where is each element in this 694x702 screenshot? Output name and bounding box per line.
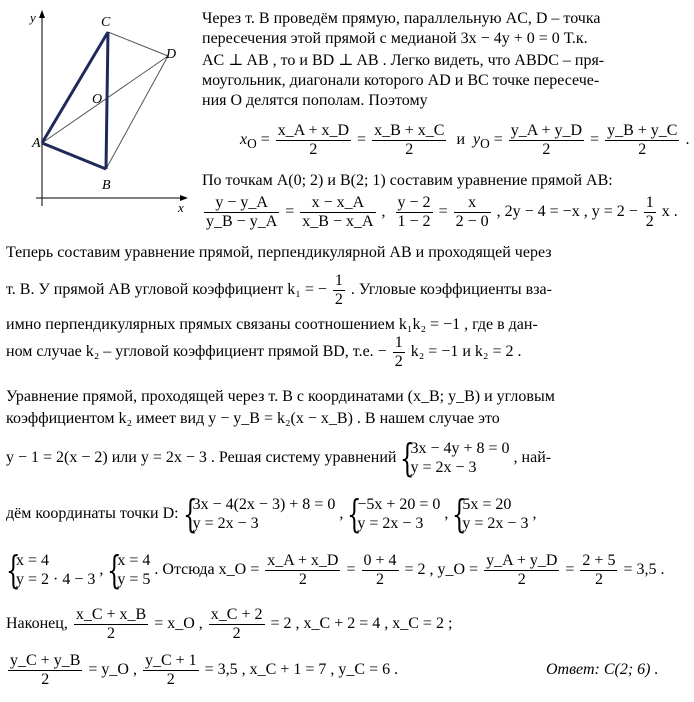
- segment-ab: [42, 143, 106, 169]
- segment-ac: [42, 32, 108, 143]
- eq1-frac3: $\frac{y\_A + y\_D}{2}$: [510, 121, 583, 158]
- eq2-frac5: $\frac{1}{2}$: [645, 193, 654, 230]
- para1-line3: AC ⊥ AB , то и BD ⊥ AB . Легко видеть, что ABDC – пря-: [202, 52, 605, 69]
- label-c: C: [101, 15, 111, 30]
- geometry-figure: [6, 6, 192, 212]
- eq1-sub: O: [247, 136, 257, 152]
- system-4: { 5x = 20 y = 2x − 3: [452, 492, 529, 537]
- eq2-frac4: $\frac{x}{2 - 0}$: [455, 193, 489, 230]
- eq2-frac3: $\frac{y - 2}{1 - 2}$: [397, 193, 431, 230]
- eq2-mid: , 2y − 4 = −x , y = 2 −: [496, 203, 638, 220]
- segment-bd: [106, 56, 168, 169]
- para4-line1: Наконец, $\frac{x\_C + x\_B}{2}$ = x_O , $\frac{x\_C + 2}{2}$ = 2 , x_C + 2 = 4 , x_C = 2 ;: [6, 605, 453, 642]
- para2-line1: По точкам A(0; 2) и B(2; 1) составим уравнение прямой AB:: [202, 172, 613, 189]
- para3-line2: т. B. У прямой AB угловой коэффициент k₁ = − $\frac{1}{2}$ . Угловые коэффициенты вза-: [6, 271, 552, 308]
- label-x: x: [178, 200, 184, 212]
- para3-line8: дём координаты точки D: { 3x − 4(2x − 3) + 8 = 0 y = 2x − 3 , { −5x + 20 = 0 y = 2x − 3 , { 5x = 20 y = 2x − 3 ,: [6, 492, 537, 537]
- para3-line9: { x = 4 y = 2 · 4 − 3 , { x = 4 y = 5 . Отсюда x_O = $\frac{x\_A + x\_D}{2}$ = $\frac{0 + 4}{2}$ = 2 , y_O = $\frac{y\_A + y\_D}{2}$ = $\frac{2 + 5}{2}$ = 3,5 .: [6, 548, 665, 593]
- para1-line4: моугольник, диагонали которого AD и BC точке пересече-: [202, 72, 600, 89]
- system-3: { −5x + 20 = 0 y = 2x − 3: [347, 492, 441, 537]
- segment-ad: [42, 56, 168, 143]
- para1-line5: ния O делятся пополам. Поэтому: [202, 92, 428, 109]
- y-axis-arrow: [39, 10, 45, 18]
- para3-line4: ном случае k₂ – угловой коэффициент прямой BD, т.е. − $\frac{1}{2}$ k₂ = −1 и k₂ = 2 .: [6, 333, 522, 370]
- para3-line1: Теперь составим уравнение прямой, перпендикулярной AB и проходящей через: [6, 244, 552, 261]
- equation-line-ab: $\frac{y - y\_A}{y\_B - y\_A}$ = $\frac{x - x\_A}{x\_B - x\_A}$ , $\frac{y - 2}{1 - 2}$ = $\frac{x}{2 - 0}$ , 2y − 4 = −x , y = 2 − $\frac{1}{2}$ x .: [206, 193, 678, 230]
- eq1-eq: =: [260, 131, 270, 148]
- eq1-frac1: $\frac{x\_A + x\_D}{2}$: [277, 121, 350, 158]
- para3-line7: y − 1 = 2(x − 2) или y = 2x − 3 . Решая систему уравнений { 3x − 4y + 8 = 0 y = 2x − 3 , най-: [6, 436, 552, 481]
- segment-cb: [106, 32, 108, 169]
- eq1-x: x: [240, 131, 248, 148]
- para3-line5: Уравнение прямой, проходящей через т. B с координатами (x_B; y_B) и угловым: [6, 388, 555, 405]
- eq1-frac2: $\frac{x\_B + x\_C}{2}$: [374, 121, 445, 158]
- label-d: D: [166, 47, 177, 62]
- eq2-frac1: $\frac{y - y\_A}{y\_B - y\_A}$: [206, 193, 278, 230]
- eq2-frac2: $\frac{x - x\_A}{x\_B - x\_A}$: [302, 193, 374, 230]
- equation-midpoint: $x_O$ = $\frac{x\_A + x\_D}{2}$ = $\frac{x\_B + x\_C}{2}$ и $y_O$ = $\frac{y\_A + y\_D}{2}$ = $\frac{y\_B + y\_C}{2}$ .: [240, 121, 690, 158]
- para3-line3: имно перпендикулярных прямых связаны соотношением k₁k₂ = −1 , где в дан-: [6, 316, 538, 333]
- system-1: { 3x − 4y + 8 = 0 y = 2x − 3: [400, 436, 510, 481]
- system-2: { 3x − 4(2x − 3) + 8 = 0 y = 2x − 3: [182, 492, 336, 537]
- system-6: { x = 4 y = 5: [107, 548, 151, 593]
- para1-line2: пересечения этой прямой с медианой 3x − 4y + 0 = 0 Т.к.: [202, 30, 588, 47]
- segment-cd: [108, 32, 168, 56]
- para4-line2: $\frac{y\_C + y\_B}{2}$ = y_O , $\frac{y\_C + 1}{2}$ = 3,5 , x_C + 1 = 7 , y_C = 6 .: [10, 651, 399, 688]
- eq1-and: и: [456, 131, 465, 148]
- label-y: y: [30, 10, 36, 25]
- eq1-frac4: $\frac{y\_B + y\_C}{2}$: [607, 121, 678, 158]
- system-5: { x = 4 y = 2 · 4 − 3: [6, 548, 96, 593]
- answer: Ответ: C(2; 6) .: [546, 661, 659, 678]
- para1-line1: Через т. B проведём прямую, параллельную AC, D – точка: [202, 10, 601, 27]
- para3-line6: коэффициентом k₂ имеет вид y − y_B = k₂(x − x_B) . В нашем случае это: [6, 410, 500, 427]
- label-o: O: [92, 92, 103, 107]
- label-b: B: [102, 178, 111, 193]
- label-a: A: [32, 136, 41, 151]
